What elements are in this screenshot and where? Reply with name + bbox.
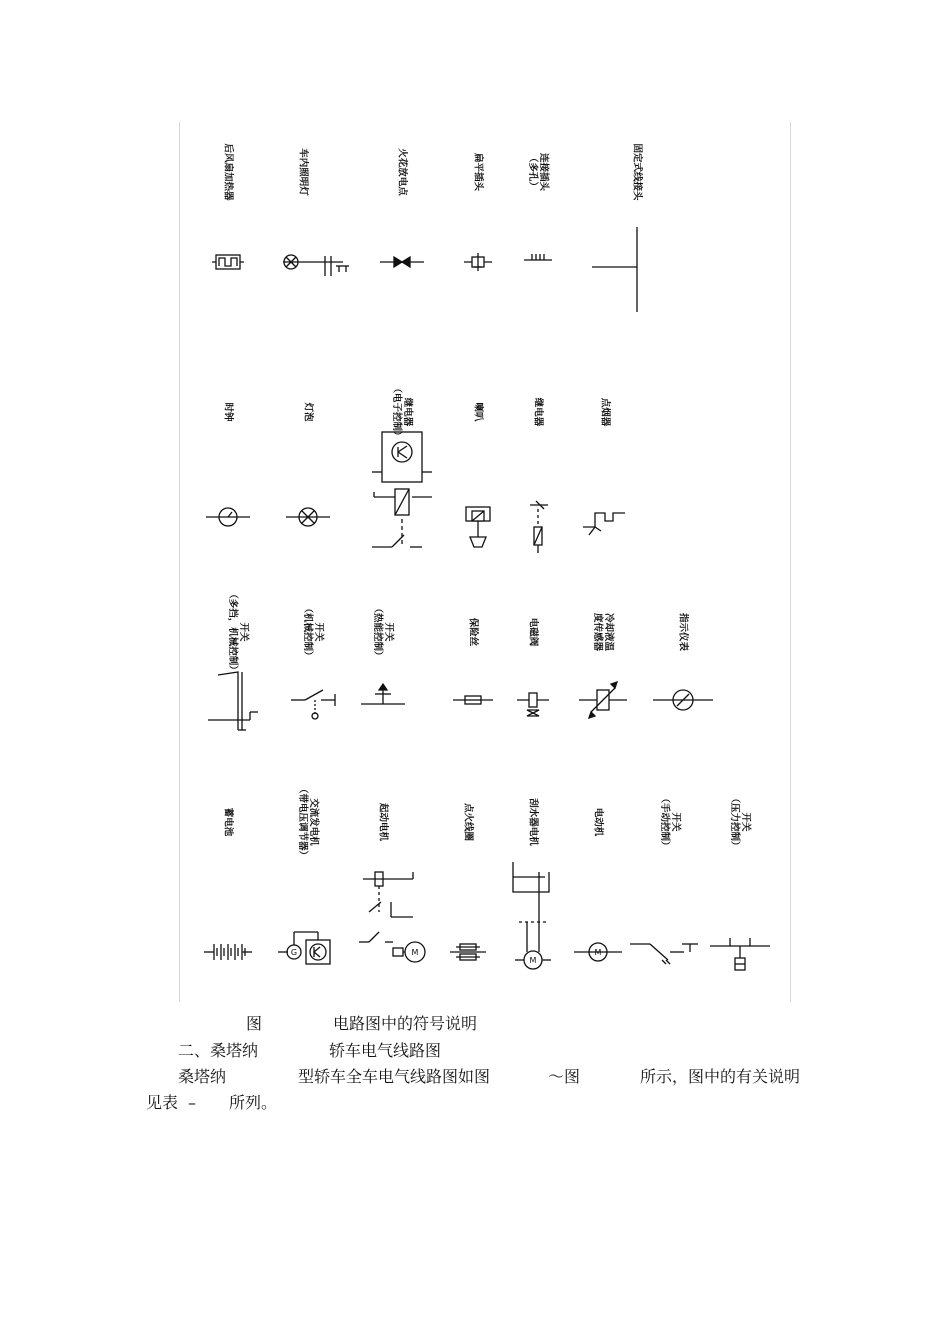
symbol-label: 开关 （多挡，机械控制） (227, 589, 249, 675)
mechanical-switch-icon (291, 690, 335, 719)
symbol-label: 扁平插头 (472, 152, 484, 192)
symbol-label: 固定式线接头 (631, 143, 643, 201)
lamp-icon (286, 508, 330, 526)
multi-pin-connector-icon (524, 254, 552, 260)
fuse-icon (453, 696, 493, 704)
symbol-label: 开关 （热能控制） (372, 603, 394, 661)
flat-plug-icon (464, 253, 492, 271)
wiper-motor-icon (513, 862, 551, 969)
alternator-icon (278, 932, 330, 964)
starter-motor-icon (359, 872, 425, 962)
paragraph-text-3: ～图 (548, 1067, 581, 1086)
section-heading-part1: 二、桑塔纳 (178, 1041, 259, 1060)
symbol-drawings (180, 122, 790, 1002)
section-heading-part2: 轿车电气线路图 (329, 1041, 442, 1060)
paragraph-text-2: 型轿车全车电气线路图如图 (298, 1067, 491, 1086)
symbol-label: 指示仪表 (677, 612, 689, 652)
symbol-label: 电动机 (592, 807, 604, 837)
cigarette-lighter-icon (583, 513, 625, 535)
coolant-temp-sensor-icon (579, 682, 627, 718)
symbol-label: 车内照明灯 (297, 148, 309, 196)
ignition-coil-icon (450, 944, 486, 960)
symbol-label: 交流发电机 （带电压调节器） (297, 783, 319, 861)
manual-switch-icon (630, 944, 698, 964)
symbol-label: 继电器 (532, 397, 544, 427)
svg-text:G: G (290, 948, 298, 957)
symbol-label: 点烟器 (599, 397, 611, 427)
symbol-label: 火花放电点 (396, 148, 408, 196)
svg-text:M: M (529, 956, 537, 965)
symbol-label: 灯泡 (302, 402, 314, 422)
symbol-label: 开关 （手动控制） (659, 793, 681, 851)
symbol-label: 冷却液温 度传感器 (592, 612, 614, 652)
electric-motor-icon (574, 943, 622, 961)
thermal-switch-icon (361, 684, 405, 704)
battery-icon (204, 944, 252, 960)
svg-text:M: M (411, 948, 419, 957)
symbol-figure (179, 122, 791, 1002)
clock-icon (206, 508, 250, 526)
indicator-gauge-icon (653, 690, 713, 710)
paragraph-text-6: – (188, 1093, 196, 1112)
interior-light-icon (283, 255, 349, 276)
symbol-label: 蓄电池 (222, 807, 234, 837)
spark-gap-icon (380, 257, 424, 267)
paragraph-text-5: 见表 (146, 1093, 179, 1112)
symbol-label: 继电器 （电子控制） (391, 383, 413, 441)
pressure-switch-icon (710, 938, 770, 970)
paragraph-text-1: 桑塔纳 (178, 1067, 227, 1086)
caption-title: 电路图中的符号说明 (333, 1014, 478, 1033)
fixed-wire-joint-icon (592, 227, 637, 312)
horn-icon (466, 507, 490, 547)
symbol-label: 后风扇加热器 (222, 143, 234, 201)
symbol-label: 保险丝 (467, 617, 479, 647)
symbol-label: 刮水器电机 (527, 798, 539, 846)
multi-position-switch-icon (208, 672, 258, 730)
symbol-label: 时钟 (222, 402, 234, 422)
relay-icon (530, 501, 548, 553)
caption-prefix: 图 (246, 1014, 263, 1033)
symbol-label: 电磁阀 (527, 617, 539, 647)
symbol-label: 开关 （机械控制） (302, 603, 324, 661)
rear-window-heater-icon (212, 255, 244, 269)
electronic-relay-icon (372, 432, 432, 547)
symbol-label: 开关 （压力控制） (729, 793, 751, 851)
paragraph-text-7: 所列。 (229, 1093, 278, 1112)
symbol-label: 点火线圈 (462, 802, 474, 842)
paragraph-text-4: 所示，图中的有关说明 (640, 1067, 801, 1086)
solenoid-valve-icon (517, 693, 549, 716)
symbol-label: 起动电机 (377, 802, 389, 842)
symbol-label: 喇叭 (472, 402, 484, 422)
symbol-label: 连接插头 （多孔） (527, 152, 549, 192)
svg-text:M: M (594, 948, 602, 957)
